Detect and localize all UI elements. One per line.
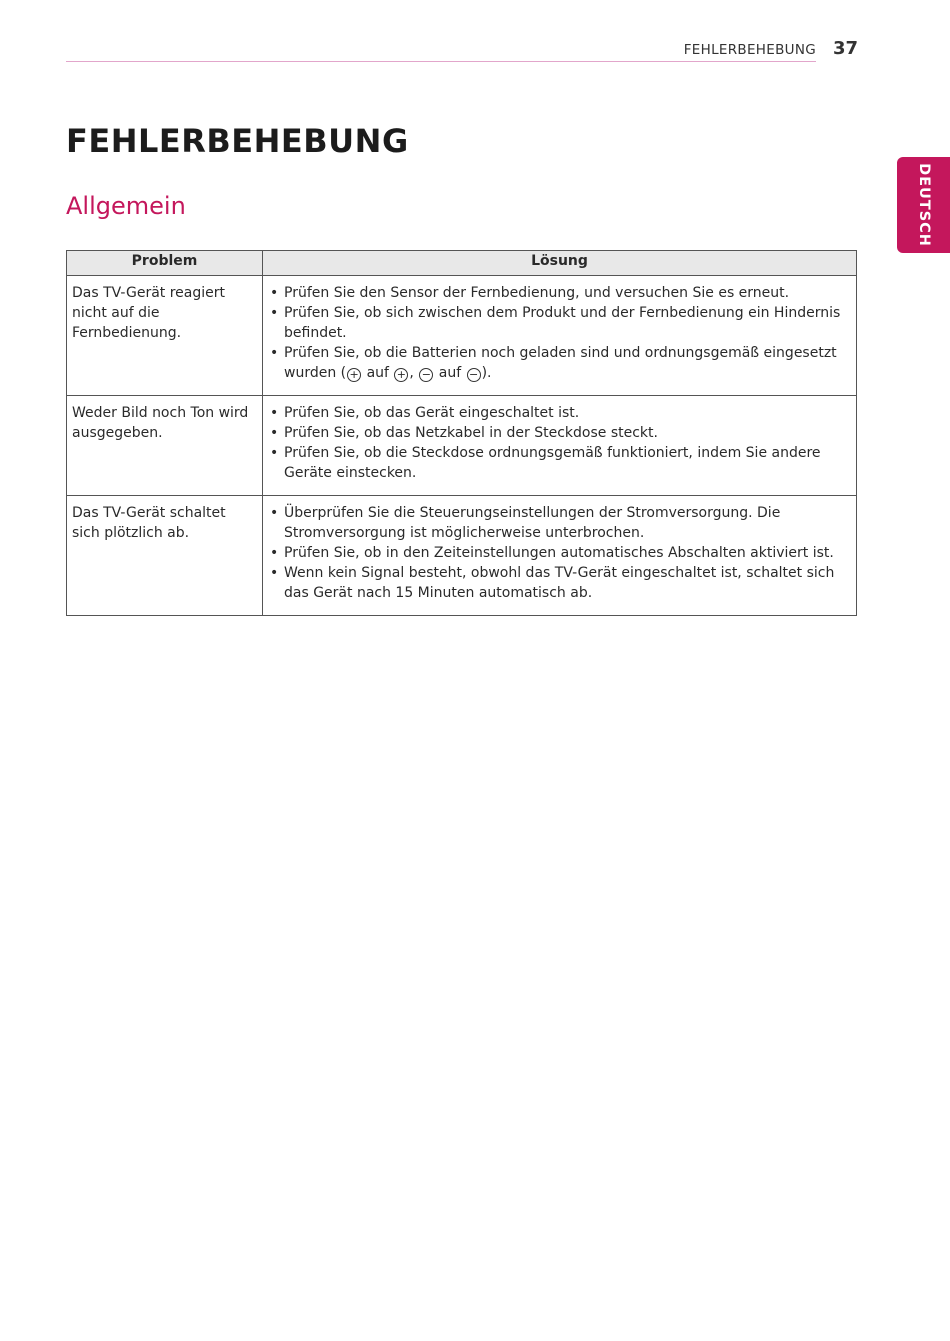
problem-cell: Weder Bild noch Ton wird ausgegeben. xyxy=(67,396,263,496)
minus-button-icon: − xyxy=(467,368,481,382)
table-row xyxy=(67,396,857,496)
solution-item: • Prüfen Sie den Sensor der Fernbedienung, und versuchen Sie es erneut. xyxy=(268,283,851,303)
solution-cell xyxy=(263,396,857,496)
solution-item: • Prüfen Sie, ob die Steckdose ordnungsgemäß funktioniert, indem Sie andere Geräte einstecken. xyxy=(268,443,851,483)
problem-cell: Das TV-Gerät reagiert nicht auf die Fernbedienung. xyxy=(67,276,263,396)
table-row xyxy=(67,496,857,616)
page-number: 37 xyxy=(833,38,859,59)
solution-text: , xyxy=(409,365,419,381)
solution-item: • Prüfen Sie, ob das Netzkabel in der Steckdose steckt. xyxy=(268,423,851,443)
solution-item: • Prüfen Sie, ob in den Zeiteinstellungen automatisches Abschalten aktiviert ist. xyxy=(268,543,851,563)
solution-list xyxy=(268,403,851,483)
column-header-problem: Problem xyxy=(67,251,263,276)
solution-list xyxy=(268,283,851,383)
solution-cell xyxy=(263,276,857,396)
section-title: Allgemein xyxy=(66,192,186,220)
page-title: FEHLERBEHEBUNG xyxy=(66,122,409,160)
solution-item xyxy=(268,343,851,383)
header-rule xyxy=(66,61,816,62)
solution-item: • Prüfen Sie, ob sich zwischen dem Produkt und der Fernbedienung ein Hindernis befindet. xyxy=(268,303,851,343)
solution-text: Prüfen Sie, ob die Batterien noch geladen sind und ordnungsgemäß eingesetzt wurden ( xyxy=(284,345,837,381)
solution-list xyxy=(268,503,851,603)
troubleshooting-table xyxy=(66,250,857,616)
column-header-solution: Lösung xyxy=(263,251,857,276)
table-row xyxy=(67,276,857,396)
problem-cell: Das TV-Gerät schaltet sich plötzlich ab. xyxy=(67,496,263,616)
solution-item: • Wenn kein Signal besteht, obwohl das TV-Gerät eingeschaltet ist, schaltet sich das Gerät nach 15 Minuten automatisch ab. xyxy=(268,563,851,603)
solution-cell xyxy=(263,496,857,616)
language-tab xyxy=(897,157,950,253)
minus-button-icon: − xyxy=(419,368,433,382)
running-header-section: FEHLERBEHEBUNG xyxy=(683,42,816,58)
plus-button-icon: + xyxy=(394,368,408,382)
solution-item: • Prüfen Sie, ob das Gerät eingeschaltet ist. xyxy=(268,403,851,423)
table-header-row xyxy=(67,251,857,276)
language-tab-label: DEUTSCH xyxy=(915,163,932,247)
solution-text: ). xyxy=(481,365,492,381)
solution-item: • Überprüfen Sie die Steuerungseinstellungen der Stromversorgung. Die Stromversorgung ist möglicherweise unterbrochen. xyxy=(268,503,851,543)
solution-text: auf xyxy=(362,365,394,381)
solution-text: auf xyxy=(434,365,466,381)
plus-button-icon: + xyxy=(347,368,361,382)
